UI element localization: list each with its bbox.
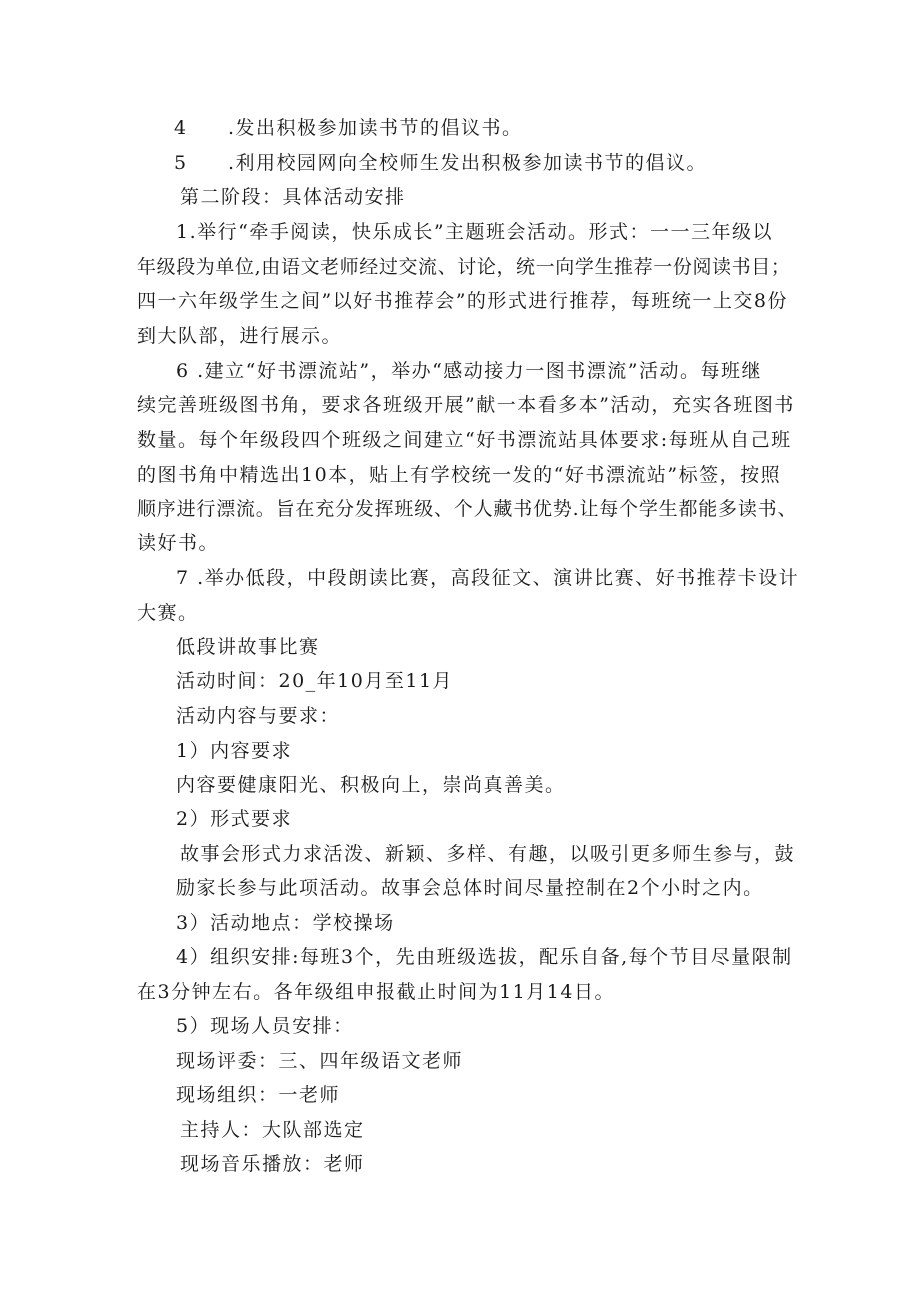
item-4-number: 4 [174,117,188,139]
item-5-text: .利用校园网向全校师生发出积极参加读书节的倡议。 [228,152,708,174]
paragraph-6-line: 续完善班级图书角，要求各班级开展”献一本看多本”活动，充实各班图书 [137,394,795,416]
paragraph-7-line: 7 .举办低段，中段朗读比赛，高段征文、演讲比赛、好书推荐卡设计 [176,567,800,589]
requirement-2-text-line: 励家长参与此项活动。故事会总体时间尽量控制在2个小时之内。 [176,877,764,899]
paragraph-6-line: 数量。每个年级段四个班级之间建立“好书漂流站具体要求:每班从自己班 [137,429,792,451]
requirement-1-text: 内容要健康阳光、积极向上，崇尚真善美。 [176,774,566,796]
staff-judges: 现场评委：三、四年级语文老师 [176,1050,464,1072]
paragraph-1-line: 年级段为单位,由语文老师经过交流、讨论，统一向学生推荐一份阅读书目； [137,256,791,278]
activity-time: 活动时间：20_年10月至11月 [176,670,454,692]
staff-host: 主持人：大队部选定 [180,1119,365,1141]
requirement-1-heading: 1）内容要求 [176,740,293,762]
content-requirements-heading: 活动内容与要求： [176,705,341,727]
staff-music: 现场音乐播放：老师 [180,1153,365,1175]
requirement-4-line: 4）组织安排:每班3个，先由班级选拔，配乐自备,每个节目尽量限制 [176,946,793,968]
paragraph-6-line: 顺序进行漂流。旨在充分发挥班级、个人藏书优势.让每个学生都能多读书、 [137,498,798,520]
staff-organizer: 现场组织：一老师 [176,1084,341,1106]
paragraph-1-line: 四一六年级学生之间”以好书推荐会”的形式进行推荐，每班统一上交8份 [137,290,789,312]
item-5-number: 5 [174,152,188,174]
requirement-4-line: 在3分钟左右。各年级组申报截止时间为11月14日。 [137,981,615,1003]
contest-title: 低段讲故事比赛 [176,636,320,658]
requirement-2-text-line: 故事会形式力求活泼、新颖、多样、有趣，以吸引更多师生参与，鼓 [180,843,796,865]
paragraph-6-line: 的图书角中精选出10本，贴上有学校统一发的“好书漂流站”标签，按照 [137,464,782,486]
requirement-5: 5）现场人员安排： [176,1015,354,1037]
paragraph-6-line: 6 .建立“好书漂流站”，举办“感动接力一图书漂流”活动。每班继 [176,360,763,382]
requirement-3: 3）活动地点：学校操场 [176,912,395,934]
paragraph-6-line: 读好书。 [137,532,220,554]
paragraph-1-line: 1.举行“牵手阅读，快乐成长”主题班会活动。形式：一一三年级以 [176,221,774,243]
stage2-heading: 第二阶段：具体活动安排 [180,186,406,208]
requirement-2-heading: 2）形式要求 [176,808,293,830]
paragraph-7-line: 大赛。 [137,602,199,624]
paragraph-1-line: 到大队部，进行展示。 [137,325,343,347]
item-4-text: .发出积极参加读书节的倡议书。 [228,117,523,139]
